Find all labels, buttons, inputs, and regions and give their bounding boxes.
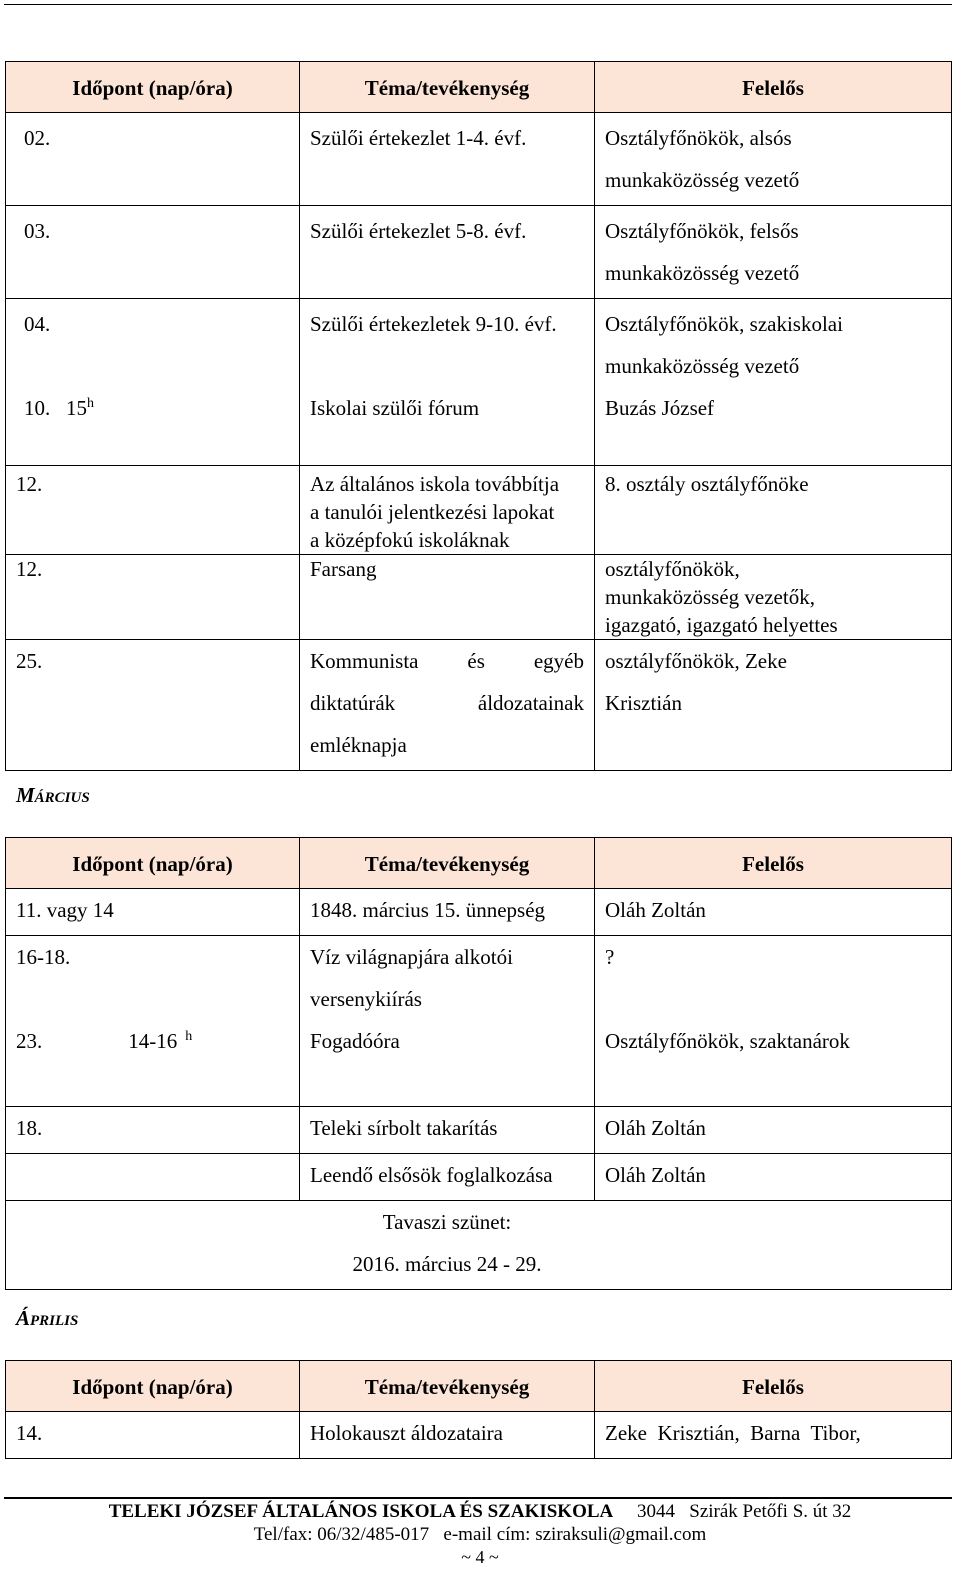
header-responsible: Felelős [595, 838, 952, 889]
header-responsible: Felelős [595, 62, 952, 113]
note-line: Tavaszi szünet: [382, 1210, 512, 1234]
time-line: 04. [24, 312, 51, 336]
responsible-cell: Oláh Zoltán [595, 1154, 952, 1201]
topic-line: Víz világnapjára alkotói [310, 945, 513, 969]
header-time: Időpont (nap/óra) [6, 838, 300, 889]
responsible-cell [595, 640, 952, 771]
section-title-march: Március [16, 783, 90, 807]
topic-line [310, 682, 584, 724]
responsible-line: osztályfőnökök, Zeke [605, 649, 787, 673]
topic-word: és [467, 649, 485, 673]
responsible-line: munkaközösség vezető [605, 354, 800, 378]
hour-superscript: h [87, 396, 94, 411]
topic-cell: Holokauszt áldozataira [300, 1412, 595, 1459]
note-line: 2016. március 24 - 29. [352, 1252, 542, 1276]
spring-break-note [300, 1201, 595, 1290]
table-row [6, 113, 952, 206]
section-title-april: Április [16, 1306, 79, 1330]
table-row [6, 1107, 952, 1154]
table-row [6, 1154, 952, 1201]
responsible-line: Krisztián [605, 691, 682, 715]
schedule-table-february [5, 61, 952, 771]
time-value: 23. [16, 1029, 43, 1053]
topic-line [310, 640, 584, 682]
time-cell: 03. [6, 206, 300, 299]
time-cell: 02. [6, 113, 300, 206]
responsible-cell: Zeke Krisztián, Barna Tibor, [595, 1412, 952, 1459]
responsible-cell [595, 299, 952, 466]
responsible-line: munkaközösség vezető [605, 261, 800, 285]
responsible-line: igazgató, igazgató helyettes [605, 613, 838, 637]
responsible-line: munkaközösség vezető [605, 168, 800, 192]
table-row [6, 640, 952, 771]
topic-cell [300, 466, 595, 555]
table-header-row [6, 62, 952, 113]
hour-superscript: h [185, 1029, 193, 1044]
schedule-table-march [5, 837, 952, 1290]
responsible-cell [595, 555, 952, 640]
time-value: 14-16 [128, 1029, 178, 1053]
time-cell [6, 299, 300, 466]
topic-word: egyéb [533, 649, 584, 673]
topic-word: diktatúrák [310, 691, 396, 715]
responsible-cell: Oláh Zoltán [595, 889, 952, 936]
time-cell: 12. [6, 466, 300, 555]
schedule-table-april [5, 1360, 952, 1459]
time-cell: 12. [6, 555, 300, 640]
header-topic: Téma/tevékenység [300, 1361, 595, 1412]
responsible-cell: 8. osztály osztályfőnöke [595, 466, 952, 555]
topic-word: Kommunista [310, 649, 419, 673]
school-name: TELEKI JÓZSEF ÁLTALÁNOS ISKOLA ÉS SZAKISKOLA [108, 1501, 614, 1522]
responsible-line: Osztályfőnökök, szakiskolai [605, 312, 843, 336]
header-time: Időpont (nap/óra) [6, 1361, 300, 1412]
topic-cell: Farsang [300, 555, 595, 640]
responsible-cell: Oláh Zoltán [595, 1107, 952, 1154]
topic-line: Szülői értekezletek 9-10. évf. [310, 312, 557, 336]
responsible-line: Buzás József [605, 396, 715, 420]
table-row [6, 299, 952, 466]
time-cell [6, 1154, 300, 1201]
topic-line: Fogadóóra [310, 1029, 400, 1053]
table-row [6, 1412, 952, 1459]
topic-line: a tanulói jelentkezési lapokat [310, 500, 555, 524]
table-row [6, 466, 952, 555]
topic-cell [300, 299, 595, 466]
topic-cell [300, 640, 595, 771]
header-topic: Téma/tevékenység [300, 62, 595, 113]
topic-line: emléknapja [310, 733, 407, 757]
table-row [6, 555, 952, 640]
header-topic: Téma/tevékenység [300, 838, 595, 889]
responsible-line: Osztályfőnökök, szaktanárok [605, 1029, 850, 1053]
time-cell: 18. [6, 1107, 300, 1154]
table-row [6, 206, 952, 299]
topic-line: Iskolai szülői fórum [310, 396, 480, 420]
time-line [24, 387, 289, 429]
table-header-row [6, 838, 952, 889]
time-cell: 11. vagy 14 [6, 889, 300, 936]
table-header-row [6, 1361, 952, 1412]
time-cell: 14. [6, 1412, 300, 1459]
time-line [16, 1020, 289, 1062]
time-line: 16-18. [16, 945, 71, 969]
empty-cell [6, 1201, 300, 1290]
top-rule [4, 4, 952, 5]
responsible-cell [595, 206, 952, 299]
header-time: Időpont (nap/óra) [6, 62, 300, 113]
table-row [6, 1201, 952, 1290]
page-number: ~ 4 ~ [461, 1547, 499, 1567]
responsible-line: osztályfőnökök, [605, 557, 740, 581]
topic-cell: Leendő elsősök foglalkozása [300, 1154, 595, 1201]
topic-cell: Szülői értekezlet 5-8. évf. [300, 206, 595, 299]
table-row [6, 889, 952, 936]
footer-school-line [0, 1501, 960, 1523]
responsible-line: munkaközösség vezetők, [605, 585, 815, 609]
responsible-line: Osztályfőnökök, felsős [605, 219, 799, 243]
topic-cell: Szülői értekezlet 1-4. évf. [300, 113, 595, 206]
responsible-line: Osztályfőnökök, alsós [605, 126, 792, 150]
topic-word: áldozatainak [477, 691, 584, 715]
header-responsible: Felelős [595, 1361, 952, 1412]
topic-cell: Teleki sírbolt takarítás [300, 1107, 595, 1154]
empty-cell [595, 1201, 952, 1290]
school-address: 3044 Szirák Petőfi S. út 32 [637, 1501, 852, 1522]
topic-line: a középfokú iskoláknak [310, 528, 510, 552]
responsible-cell [595, 936, 952, 1107]
footer-contact: Tel/fax: 06/32/485-017 e-mail cím: sziraksuli@gmail.com [253, 1524, 707, 1545]
time-cell [6, 936, 300, 1107]
time-cell: 25. [6, 640, 300, 771]
footer-rule [4, 1497, 952, 1499]
responsible-line: ? [605, 945, 615, 969]
topic-cell: 1848. március 15. ünnepség [300, 889, 595, 936]
topic-cell [300, 936, 595, 1107]
topic-line: versenykiírás [310, 987, 422, 1011]
topic-line: Az általános iskola továbbítja [310, 472, 560, 496]
time-value: 10. 15 [24, 396, 87, 420]
responsible-cell [595, 113, 952, 206]
table-row [6, 936, 952, 1107]
